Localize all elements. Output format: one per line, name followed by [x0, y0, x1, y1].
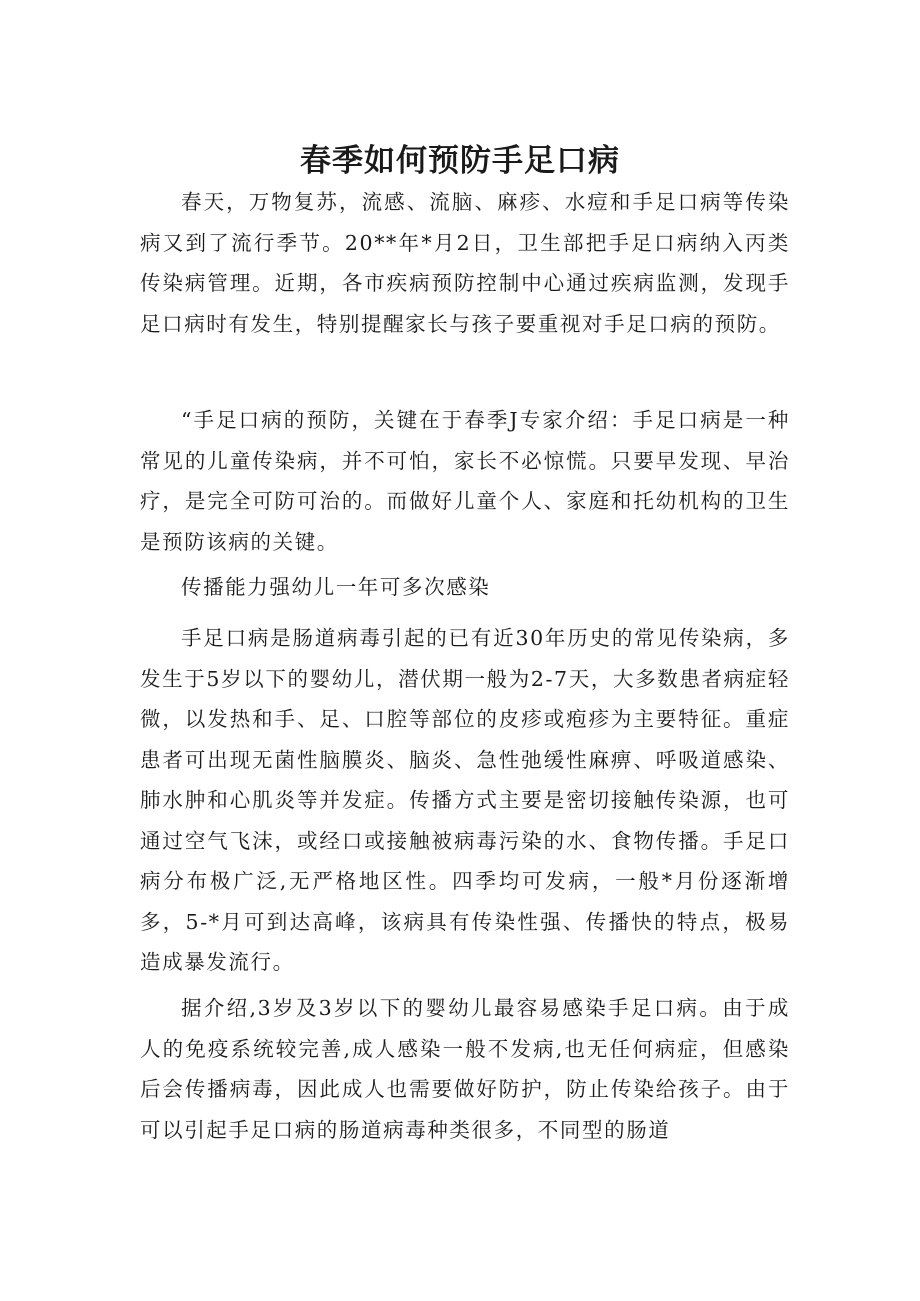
paragraph-expert: “手足口病的预防，关键在于春季J专家介绍：手足口病是一种常见的儿童传染病，并不可怕，家长不必惊慌。只要早发现、早治疗，是完全可防可治的。而做好儿童个人、家庭和托幼机构的卫生是预防该病的关键。 — [140, 408, 790, 554]
paragraph-intro: 春天，万物复苏，流感、流脑、麻疹、水痘和手足口病等传染病又到了流行季节。20**年*月2日，卫生部把手足口病纳入丙类传染病管理。近期，各市疾病预防控制中心通过疾病监测，发现手足口病时有发生，特别提醒家长与孩子要重视对手足口病的预防。 — [140, 190, 790, 336]
document-title: 春季如何预防手足口病 — [300, 142, 620, 179]
section-heading: 传播能力强幼儿一年可多次感染 — [181, 575, 491, 599]
paragraph-infants: 据介绍,3岁及3岁以下的婴幼儿最容易感染手足口病。由于成人的免疫系统较完善,成人感染一般不发病,也无任何病症，但感染后会传播病毒，因此成人也需要做好防护，防止传染给孩子。由于可以引起手足口病的肠道病毒种类很多，不同型的肠道 — [140, 996, 790, 1142]
paragraph-transmission: 手足口病是肠道病毒引起的已有近30年历史的常见传染病，多发生于5岁以下的婴幼儿，潜伏期一般为2-7天，大多数患者病症轻微，以发热和手、足、口腔等部位的皮疹或疱疹为主要特征。重症患者可出现无菌性脑膜炎、脑炎、急性弛缓性麻痹、呼吸道感染、肺水肿和心肌炎等并发症。传播方式主要是密切接触传染源，也可通过空气飞沫，或经口或接触被病毒污染的水、食物传播。手足口病分布极广泛,无严格地区性。四季均可发病，一般*月份逐渐增多，5-*月可到达高峰，该病具有传染性强、传播快的特点，极易造成暴发流行。 — [140, 626, 790, 974]
